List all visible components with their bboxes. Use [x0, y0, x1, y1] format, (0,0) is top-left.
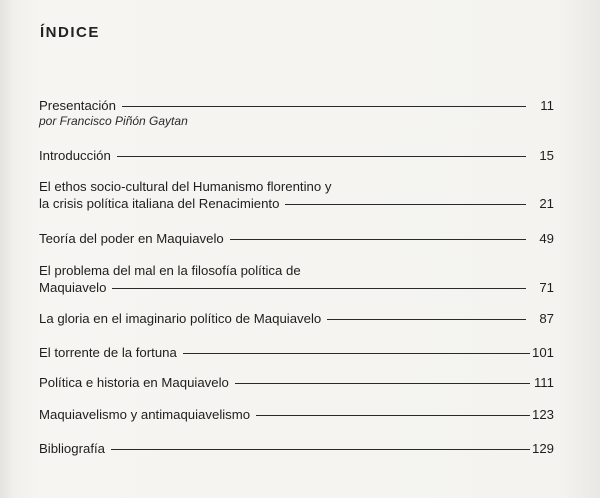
toc-leader — [112, 288, 526, 289]
toc-leader — [122, 106, 526, 107]
toc-title: Presentación — [39, 98, 116, 113]
toc-title: Teoría del poder en Maquiavelo — [39, 231, 224, 246]
toc-line — [39, 406, 554, 423]
toc-title: Política e historia en Maquiavelo — [39, 375, 229, 390]
toc-page-number: 11 — [540, 98, 554, 113]
toc-title: La gloria en el imaginario político de Maquiavelo — [39, 311, 322, 326]
toc-entry-introduccion — [39, 147, 554, 164]
toc-entry-maquiavelismo — [39, 406, 554, 423]
toc-line — [39, 230, 554, 247]
toc-title: Maquiavelo — [39, 280, 107, 295]
toc-line — [39, 374, 554, 391]
toc-line — [39, 440, 554, 457]
toc-page-number: 123 — [532, 407, 555, 422]
toc-entry-problema-mal — [39, 262, 554, 296]
toc-leader — [183, 353, 530, 354]
toc-leader — [327, 319, 526, 320]
toc-entry-ethos — [39, 178, 554, 212]
toc-page-number: 15 — [539, 148, 554, 163]
toc-title: Bibliografía — [39, 441, 105, 456]
toc-entry-presentacion — [39, 97, 554, 129]
toc-entry-torrente — [39, 344, 554, 361]
toc-line — [39, 310, 554, 327]
toc-leader — [111, 449, 530, 450]
toc-page-number: 21 — [539, 196, 554, 211]
toc-title: Maquiavelismo y antimaquiavelismo — [39, 407, 251, 422]
toc-leader — [235, 383, 530, 384]
toc-leader — [117, 156, 526, 157]
toc-page-number: 49 — [539, 231, 554, 246]
toc-entry-bibliografia — [39, 440, 554, 457]
toc-line — [39, 195, 554, 212]
toc-entry-gloria — [39, 310, 554, 327]
toc-entry-politica-historia — [39, 374, 554, 391]
toc-author: por Francisco Piñón Gaytan — [39, 114, 188, 128]
toc-entry-teoria-poder — [39, 230, 554, 247]
toc-page-number: 129 — [532, 441, 555, 456]
index-heading: ÍNDICE — [40, 24, 100, 41]
toc-leader — [230, 239, 526, 240]
toc-title: Introducción — [39, 148, 111, 163]
toc-title: El torrente de la fortuna — [39, 345, 177, 360]
toc-page-number: 87 — [539, 311, 554, 326]
toc-leader — [256, 415, 530, 416]
toc-page-number: 71 — [539, 280, 554, 295]
toc-title: la crisis política italiana del Renacimiento — [39, 196, 280, 211]
toc-leader — [285, 204, 526, 205]
toc-title-line1: El ethos socio-cultural del Humanismo florentino y — [39, 179, 332, 194]
toc-page-number: 101 — [532, 345, 555, 360]
toc-line — [39, 147, 554, 164]
toc-line — [39, 344, 554, 361]
toc-line — [39, 97, 554, 114]
toc-title-line1: El problema del mal en la filosofía política de — [39, 263, 301, 278]
toc-line — [39, 279, 554, 296]
toc-page-number: 111 — [533, 375, 554, 390]
